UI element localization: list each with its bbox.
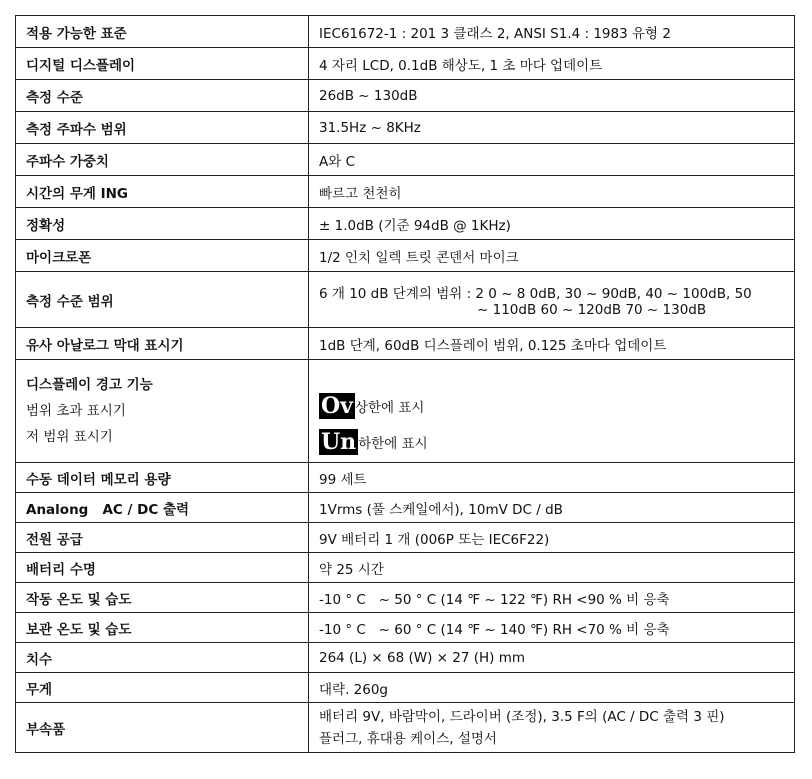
spec-label: 부속품 [16, 703, 309, 753]
spec-label: 보관 온도 및 습도 [16, 613, 309, 643]
spec-value: 31.5Hz ~ 8KHz [309, 112, 795, 144]
spec-value-line: ~ 110dB 60 ~ 120dB 70 ~ 130dB [477, 301, 707, 318]
table-row [16, 80, 795, 112]
spec-label: 디지털 디스플레이 [16, 48, 309, 80]
table-row [16, 673, 795, 703]
spec-value: -10 ° C ~ 50 ° C (14 ℉ ~ 122 ℉) RH <90 % 비 응축 [309, 583, 795, 613]
spec-value-line: 플러그, 휴대용 케이스, 설명서 [319, 730, 497, 747]
table-row [16, 48, 795, 80]
table-row [16, 272, 795, 328]
table-row [16, 583, 795, 613]
spec-value: A와 C [309, 144, 795, 176]
spec-label: 마이크로폰 [16, 240, 309, 272]
over-range-label: 범위 초과 표시기 [26, 403, 126, 419]
spec-label: 치수 [16, 643, 309, 673]
spec-value-line: 배터리 9V, 바람막이, 드라이버 (조정), 3.5 F의 (AC / DC 출력 3 핀) [319, 708, 725, 725]
spec-value: -10 ° C ~ 60 ° C (14 ℉ ~ 140 ℉) RH <70 % 비 응축 [309, 613, 795, 643]
spec-label: 디스플레이 경고 기능 [26, 377, 153, 393]
spec-value: 26dB ~ 130dB [309, 80, 795, 112]
table-row [16, 643, 795, 673]
table-row [16, 523, 795, 553]
under-range-label: 저 범위 표시기 [26, 429, 113, 445]
spec-value: 264 (L) × 68 (W) × 27 (H) mm [309, 643, 795, 673]
spec-label: Analong AC / DC 출력 [16, 493, 309, 523]
spec-value: 99 세트 [309, 463, 795, 493]
spec-label: 시간의 무게 ING [16, 176, 309, 208]
table-row [16, 703, 795, 753]
spec-label: 전원 공급 [16, 523, 309, 553]
spec-value: 9V 배터리 1 개 (006P 또는 IEC6F22) [309, 523, 795, 553]
spec-value [309, 272, 795, 328]
warning-indicators [309, 360, 795, 463]
under-range-indicator [319, 419, 784, 455]
table-row [16, 328, 795, 360]
spec-label: 측정 수준 범위 [16, 272, 309, 328]
table-row [16, 553, 795, 583]
spec-value: 빠르고 천천히 [309, 176, 795, 208]
table-row [16, 360, 795, 463]
table-row [16, 16, 795, 48]
spec-label: 수동 데이터 메모리 용량 [16, 463, 309, 493]
under-range-badge: Un [321, 429, 357, 455]
spec-label: 측정 수준 [16, 80, 309, 112]
spec-value-line: 6 개 10 dB 단계의 범위 : 2 0 ~ 8 0dB, 30 ~ 90dB, 40 ~ 100dB, 50 [319, 285, 752, 302]
spec-value: IEC61672-1 : 201 3 클래스 2, ANSI S1.4 : 1983 유형 2 [309, 16, 795, 48]
table-row [16, 112, 795, 144]
spec-value: ± 1.0dB (기준 94dB @ 1KHz) [309, 208, 795, 240]
spec-value: 1dB 단계, 60dB 디스플레이 범위, 0.125 초마다 업데이트 [309, 328, 795, 360]
spec-label: 유사 아날로그 막대 표시기 [16, 328, 309, 360]
under-range-text: 하한에 표시 [358, 436, 428, 452]
warning-functions-label [16, 360, 309, 463]
spec-value: 1/2 인치 일렉 트릿 콘덴서 마이크 [309, 240, 795, 272]
table-row [16, 176, 795, 208]
table-row [16, 208, 795, 240]
spec-label: 적용 가능한 표준 [16, 16, 309, 48]
over-range-badge: Ov [321, 393, 353, 419]
spec-value [309, 703, 795, 753]
spec-label: 측정 주파수 범위 [16, 112, 309, 144]
spec-value: 대략. 260g [309, 673, 795, 703]
spec-label: 배터리 수명 [16, 553, 309, 583]
spec-value: 약 25 시간 [309, 553, 795, 583]
over-range-indicator [319, 383, 784, 419]
table-row [16, 144, 795, 176]
table-row [16, 493, 795, 523]
table-row [16, 463, 795, 493]
spec-value: 4 자리 LCD, 0.1dB 해상도, 1 초 마다 업데이트 [309, 48, 795, 80]
spec-label: 작동 온도 및 습도 [16, 583, 309, 613]
table-row [16, 613, 795, 643]
spec-value: 1Vrms (풀 스케일에서), 10mV DC / dB [309, 493, 795, 523]
table-row [16, 240, 795, 272]
spec-label: 주파수 가중치 [16, 144, 309, 176]
specifications-table [15, 15, 795, 753]
over-range-text: 상한에 표시 [354, 400, 425, 416]
spec-label: 정확성 [16, 208, 309, 240]
spec-label: 무게 [16, 673, 309, 703]
